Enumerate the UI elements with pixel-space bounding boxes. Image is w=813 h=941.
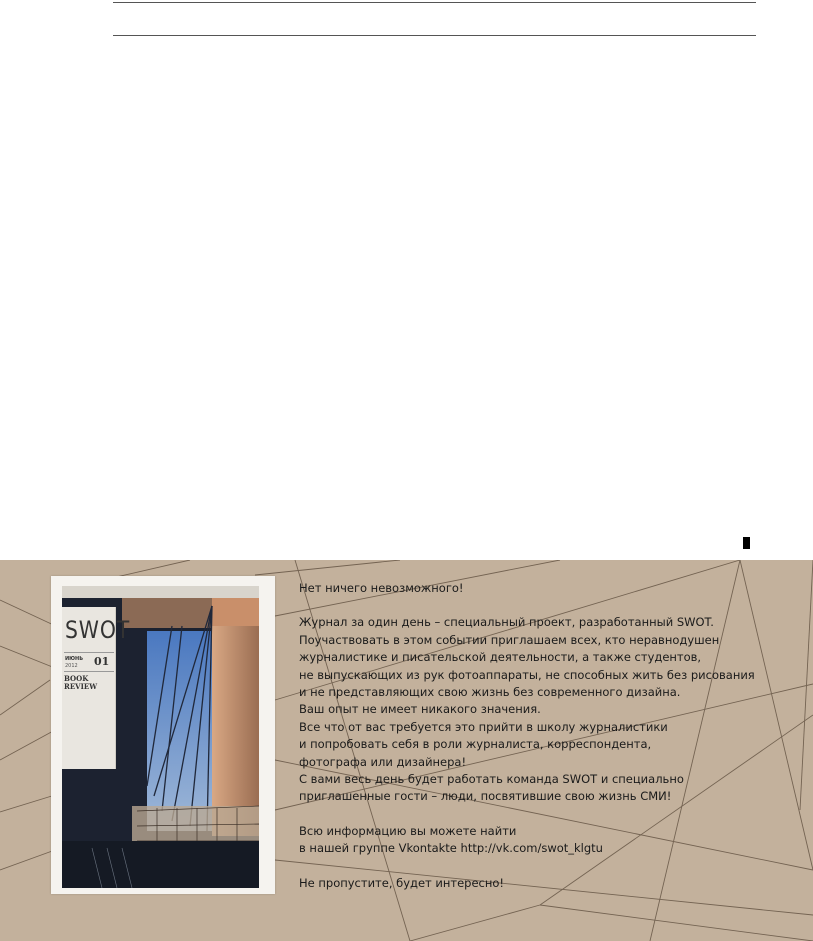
event-description [299,580,769,892]
cover-divider [64,652,114,653]
cover-issue-number: 01 [94,655,110,668]
info-line: Всю информацию вы можете найти [299,823,517,838]
body-line: Все что от вас требуется это прийти в школу журналистики [299,719,668,734]
intro-line: Нет ничего невозможного! [299,581,464,595]
body-line: не выпускающих из рук фотоаппараты, не способных жить без рисования [299,667,755,682]
cover-review-line: REVIEW [64,682,98,691]
cover-year: 2012 [65,663,78,669]
body-line: приглашенные гости – люди, посвятившие свою жизнь СМИ! [299,789,672,804]
vk-link-line[interactable]: в нашей группе Vkontakte http://vk.com/swot_klgtu [299,841,603,856]
cover-book-review [64,675,97,691]
bottom-rule [113,35,756,36]
body-line: Поучаствовать в этом событии приглашаем всех, кто неравнодушен [299,632,720,647]
cover-logo: SWOT [65,616,131,644]
cover-divider [64,671,114,672]
body-line: и попробовать себя в роли журналиста, корреспондента, [299,737,652,752]
cover-book-line: BOOK [64,674,89,683]
body-line: и не представляющих свою жизнь без современного дизайна. [299,685,681,700]
cover-sidebar [62,607,131,769]
closing-line: Не пропустите, будет интересно! [299,875,505,890]
cover-month: ИЮНЬ [65,656,84,662]
event-banner [0,560,813,941]
body-line: фотографа или дизайнера! [299,754,467,769]
body-line: Журнал за один день – специальный проект, разработанный SWOT. [299,615,714,630]
body-line: журналистике и писательской деятельности, а также студентов, [299,650,702,665]
top-rule [113,2,756,3]
marker-square [743,537,750,549]
body-line: Ваш опыт не имеет никакого значения. [299,702,541,717]
body-line: С вами весь день будет работать команда SWOT и специально [299,772,684,787]
